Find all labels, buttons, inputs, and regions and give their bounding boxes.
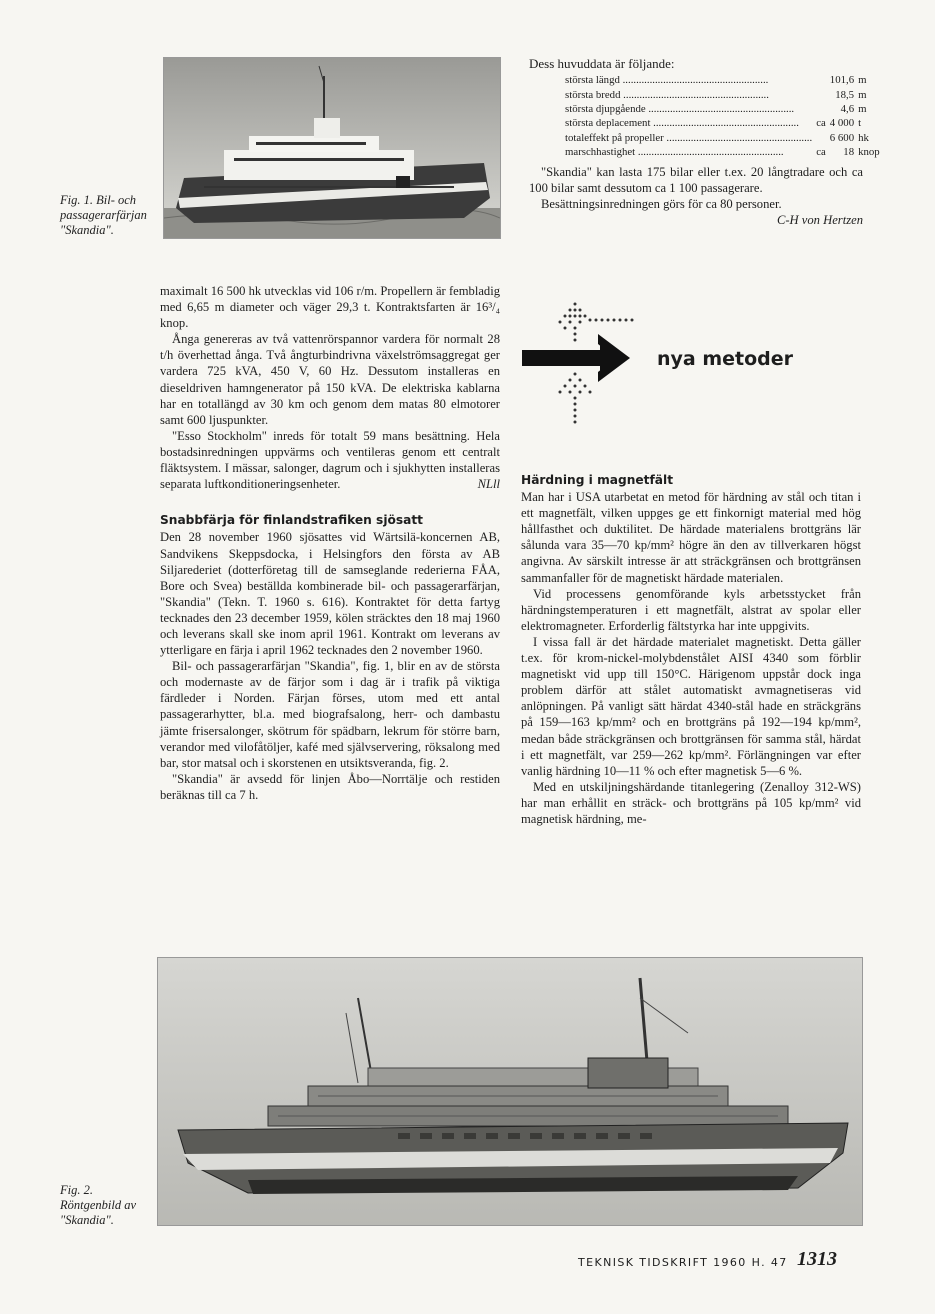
- article-paragraph: I vissa fall är det härdade materialet magnetiskt. Detta gäller t.ex. för krom-nickel-molybdenstålet AISI 4340 som förblir magnetiskt vid upp till 150°C. Härigenom uppstår dock inga problem därför att stålet automatiskt avmagnetiseras vid anlöpningen. På vanligt sätt härdat 4340-stål hade en sträckgräns på 159—163 kp/mm² och en brottgräns på 192—194 kp/mm², medan både sträckgränsen och brottgränsen för samma stål, härdat i ett magnetfält, var 259—262 kp/mm². Förlängningen var efter vanlig härdning 10—11 % och efter magnetisk 5—6 %.: [521, 634, 861, 778]
- arrow-icon: [520, 298, 645, 428]
- figure1-caption: Fig. 1. Bil- och passagerarfärjan "Skandia".: [60, 193, 147, 237]
- table-row: största djupgående ..... 4,6 m: [563, 102, 882, 116]
- table-row: marschhastighet ..... ca 18 knop: [563, 145, 882, 159]
- article-paragraph: Bil- och passagerarfärjan "Skandia", fig. 1, blir en av de största och modernaste av de färjor som i dag är i trafik på viktiga färdleder i Norden. Färjan förses, utom med ett antal passagerarhytter, bl.a. med biografsalong, herr- och dambastu jämte frisersalonger, skötrum för spädbarn, lekrum för större barn, verandor med vilofåtöljer, kafé med självservering, röksalong med bar, stor matsal och i skorstenen en utsiktsveranda, fig. 2.: [160, 659, 500, 770]
- article-paragraph: Ånga genereras av två vattenrörspannor vardera för normalt 28 t/h överhettad ånga. Två ångturbindrivna växelströmsaggregat ger vardera 725 kVA, 450 V, 60 Hz. Dessutom installeras en dieseldriven hamngenerator på 150 kVA. De elektriska kablarna har en totallängd av 30 km och genom dem matas 80 elmotorer samt 600 ljuspunkter.: [160, 332, 500, 427]
- specs-block: [529, 56, 880, 228]
- table-row: största deplacement ..... ca 4 000 t: [563, 116, 882, 130]
- article-paragraph: "Skandia" är avsedd för linjen Åbo—Norrtälje och restiden beräknas till ca 7 h.: [160, 771, 500, 802]
- author-signature: NLll: [477, 477, 500, 492]
- article-heading: Snabbfärja för finlandstrafiken sjösatt: [160, 513, 423, 528]
- article-heading: Härdning i magnetfält: [521, 473, 674, 487]
- specs-paragraph: "Skandia" kan lasta 175 bilar eller t.ex. 20 långtradare och ca 100 bilar samt dessutom ca 1 100 passagerare.: [529, 164, 863, 195]
- article-paragraph: maximalt 16 500 hk utvecklas vid 106 r/m. Propellern är fembladig med 6,65 m diameter och väger 29,3 t. Kontraktsfarten är 16³/₄ knop.: [160, 284, 500, 331]
- article-paragraph: Den 28 november 1960 sjösattes vid Wärtsilä-koncernen AB, Sandvikens Skeppsdocka, i Helsingfors den första av AB Siljarederiet (dotterföretag till de samseglande rederierna FÅA, Bore och Svea) beställda kombinerade bil- och passagerarfärjan, "Skandia" (Tekn. T. 1960 s. 616). Kontraktet för detta fartyg tecknades den 23 december 1959, kölen sträcktes den 18 maj 1960 och leverans skall ske inom april 1961. Kontrakt om leverans av ytterligare en färja i april 1962 tecknades den 2 november 1960.: [160, 530, 500, 658]
- table-row: största längd ..... 101,6 m: [563, 73, 882, 87]
- author-signature: C-H von Hertzen: [776, 212, 863, 227]
- article-paragraph: Vid processens genomförande kyls arbetsstycket från härdningstemperaturen i ett magnetfält, alstrat av spolar eller elektromagneter. Erforderlig fältstyrka har inte uppgivits.: [521, 586, 861, 633]
- journal-footer: TEKNISK TIDSKRIFT 1960 H. 47: [578, 1256, 788, 1269]
- left-column: [160, 283, 500, 803]
- article-paragraph: Med en utskiljningshärdande titanlegering (Zenalloy 312-WS) har man erhållit en sträck- och brottgräns på 105 kp/mm² vid magnetisk härdning, me-: [521, 779, 861, 826]
- table-row: totaleffekt på propeller ..... 6 600 hk: [563, 131, 882, 145]
- figure2-xray-photo: [157, 957, 863, 1226]
- logo-label: nya metoder: [657, 348, 794, 370]
- right-column: [521, 472, 861, 827]
- specs-table: [563, 73, 882, 159]
- article-paragraph: "Esso Stockholm" inreds för totalt 59 mans besättning. Hela bostadsinredningen uppvärms och ventileras genom ett centralt fläktsystem. I mässar, salonger, dagrum och i sjukhytten installeras separata luftkonditioneringsenheter.: [160, 428, 500, 492]
- table-row: största bredd ..... 18,5 m: [563, 88, 882, 102]
- specs-paragraph: Besättningsinredningen görs för ca 80 personer.: [541, 196, 782, 211]
- nya-metoder-logo: [520, 298, 860, 428]
- specs-intro: Dess huvuddata är följande:: [529, 56, 675, 71]
- figure1-ferry-photo: [163, 57, 501, 239]
- figure2-caption: Fig. 2. Röntgenbild av "Skandia".: [60, 1183, 137, 1227]
- article-paragraph: Man har i USA utarbetat en metod för härdning av stål och titan i ett magnetfält, vilken uppges ge ett finkornigt material med hög hållfasthet och duktilitet. De härdade materialens brottgräns lär sålunda vara 35—70 kp/mm² högre än den av tillverkaren högst angivna. Av särskilt intresse är att sträckgränsen och brottgränsen sammanfaller för de magnetiskt härdade materialen.: [521, 490, 861, 585]
- page-number: 1313: [797, 1248, 837, 1270]
